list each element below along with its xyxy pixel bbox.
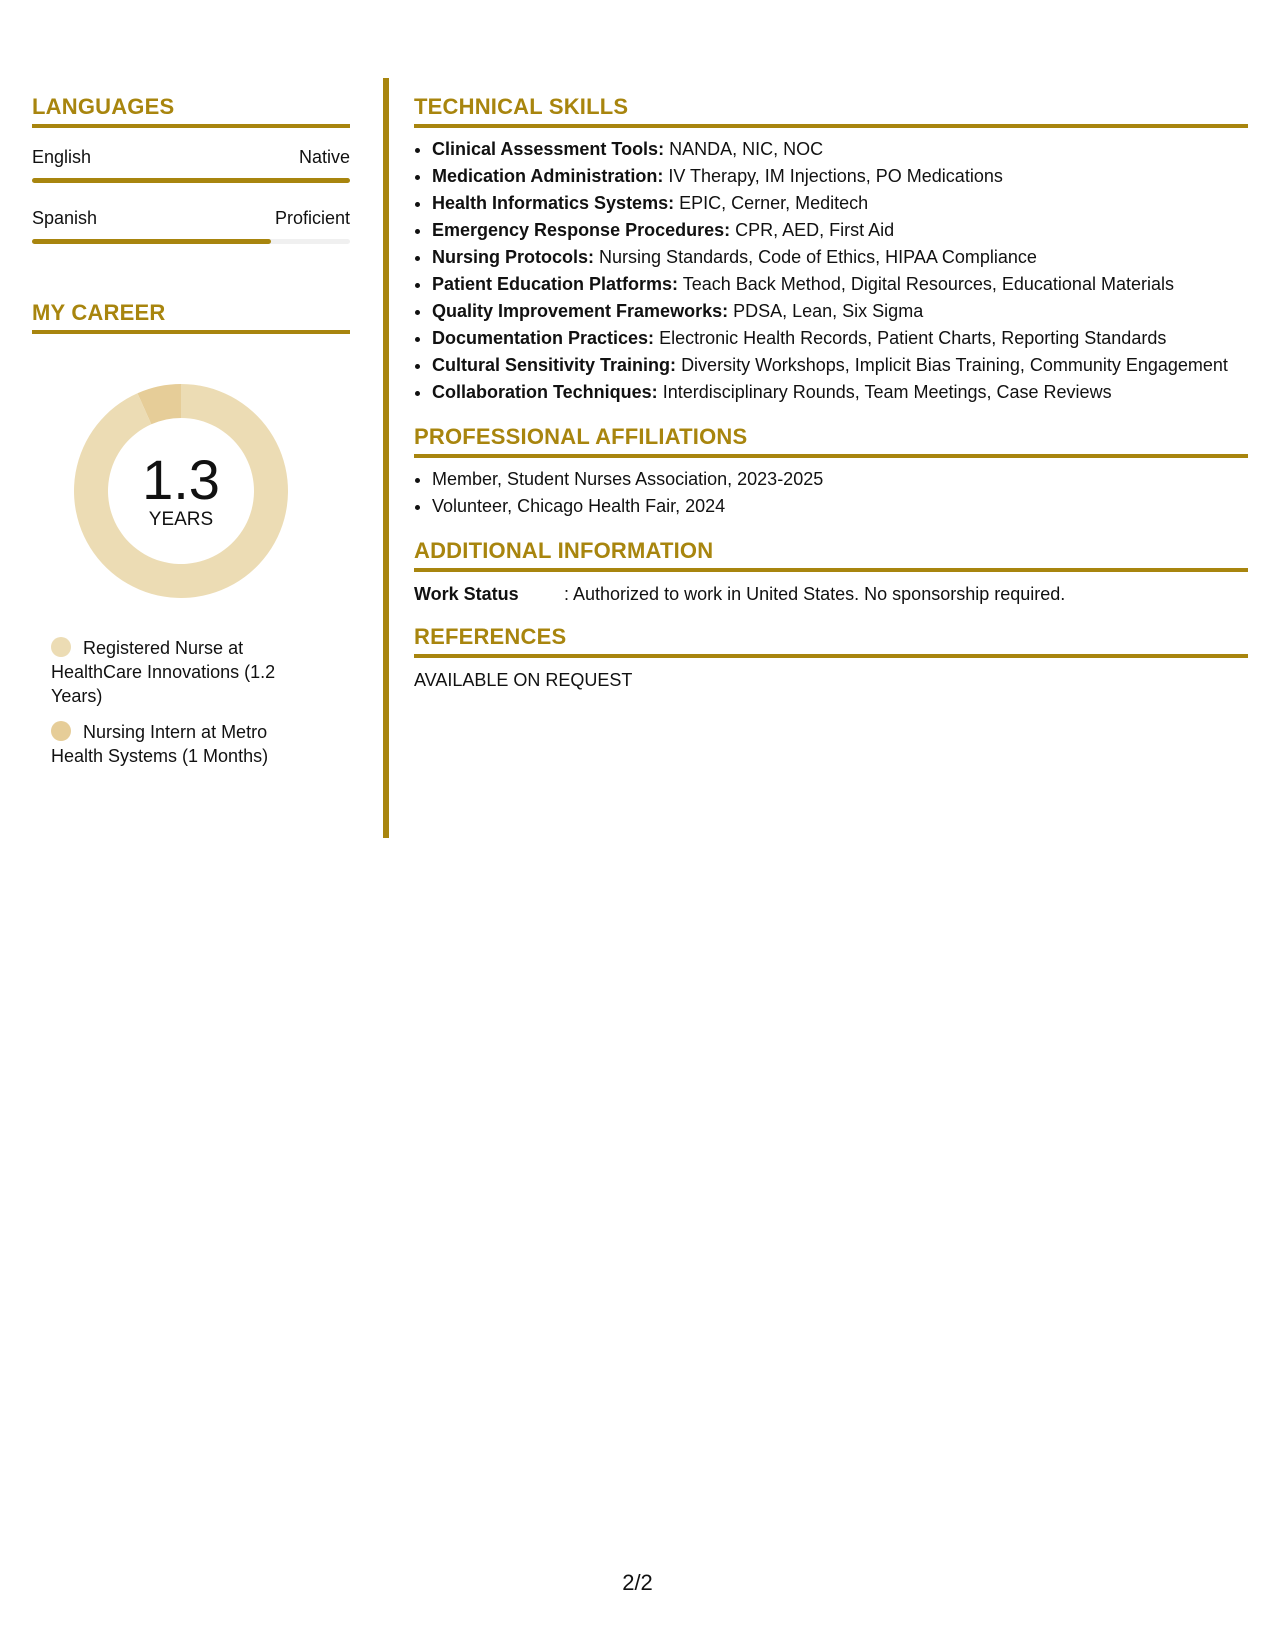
work-status-label: Work Status bbox=[414, 584, 519, 604]
work-status-value: : Authorized to work in United States. No sponsorship required. bbox=[564, 584, 1066, 604]
list-item: • Patient Education Platforms: Teach Back Method, Digital Resources, Educational Materials bbox=[432, 271, 1248, 298]
legend-item bbox=[51, 720, 311, 768]
page-number: 2/2 bbox=[622, 1570, 653, 1595]
list-item: • Health Informatics Systems: EPIC, Cerner, Meditech bbox=[432, 190, 1248, 217]
legend-dot-icon bbox=[51, 637, 71, 657]
languages-section bbox=[32, 94, 350, 244]
references-title: REFERENCES bbox=[414, 624, 1248, 658]
work-status-row bbox=[414, 582, 1248, 606]
language-level: Native bbox=[298, 147, 350, 167]
language-name: Spanish bbox=[32, 208, 98, 228]
language-list bbox=[32, 146, 350, 244]
references-text: AVAILABLE ON REQUEST bbox=[414, 670, 633, 690]
affiliations-section bbox=[414, 424, 1248, 520]
list-item: • Documentation Practices: Electronic Health Records, Patient Charts, Reporting Standards bbox=[432, 325, 1248, 352]
list-item: • Clinical Assessment Tools: NANDA, NIC, NOC bbox=[432, 136, 1248, 163]
additional-info-title: ADDITIONAL INFORMATION bbox=[414, 538, 1248, 572]
career-total-value: 1.3 bbox=[142, 448, 220, 511]
language-bar-fill bbox=[32, 239, 271, 244]
affiliations-title: PROFESSIONAL AFFILIATIONS bbox=[414, 424, 1248, 458]
affiliations-list bbox=[414, 466, 1248, 520]
sidebar bbox=[32, 94, 350, 780]
donut-center bbox=[66, 376, 296, 606]
language-name: English bbox=[32, 147, 92, 167]
column-divider bbox=[383, 78, 389, 838]
list-item: • Cultural Sensitivity Training: Diversity Workshops, Implicit Bias Training, Community Engagement bbox=[432, 352, 1248, 379]
language-item-english bbox=[32, 146, 350, 183]
technical-skills-title: TECHNICAL SKILLS bbox=[414, 94, 1248, 128]
list-item: • Medication Administration: IV Therapy, IM Injections, PO Medications bbox=[432, 163, 1248, 190]
main-column bbox=[414, 94, 1248, 710]
list-item: • Collaboration Techniques: Interdisciplinary Rounds, Team Meetings, Case Reviews bbox=[432, 379, 1248, 406]
technical-skills-section bbox=[414, 94, 1248, 406]
language-bar-fill bbox=[32, 178, 350, 183]
language-level: Proficient bbox=[274, 208, 350, 228]
list-item: • Quality Improvement Frameworks: PDSA, Lean, Six Sigma bbox=[432, 298, 1248, 325]
list-item: • Emergency Response Procedures: CPR, AED, First Aid bbox=[432, 217, 1248, 244]
career-legend bbox=[32, 636, 311, 768]
additional-info-section bbox=[414, 538, 1248, 606]
legend-label: Registered Nurse at HealthCare Innovations (1.2 Years) bbox=[51, 638, 276, 706]
list-item: • Member, Student Nurses Association, 2023-2025 bbox=[432, 466, 1248, 493]
language-bar bbox=[32, 239, 350, 244]
references-section bbox=[414, 624, 1248, 692]
career-title: MY CAREER bbox=[32, 300, 350, 334]
list-item: • Nursing Protocols: Nursing Standards, Code of Ethics, HIPAA Compliance bbox=[432, 244, 1248, 271]
legend-label: Nursing Intern at Metro Health Systems (1 Months) bbox=[51, 722, 269, 766]
career-section bbox=[32, 300, 350, 768]
language-bar bbox=[32, 178, 350, 183]
career-total-unit: YEARS bbox=[148, 509, 214, 530]
legend-dot-icon bbox=[51, 721, 71, 741]
career-donut-chart bbox=[66, 376, 296, 606]
languages-title: LANGUAGES bbox=[32, 94, 350, 128]
list-item: • Volunteer, Chicago Health Fair, 2024 bbox=[432, 493, 1248, 520]
legend-item bbox=[51, 636, 311, 708]
technical-skills-list bbox=[414, 136, 1248, 406]
language-item-spanish bbox=[32, 207, 350, 244]
